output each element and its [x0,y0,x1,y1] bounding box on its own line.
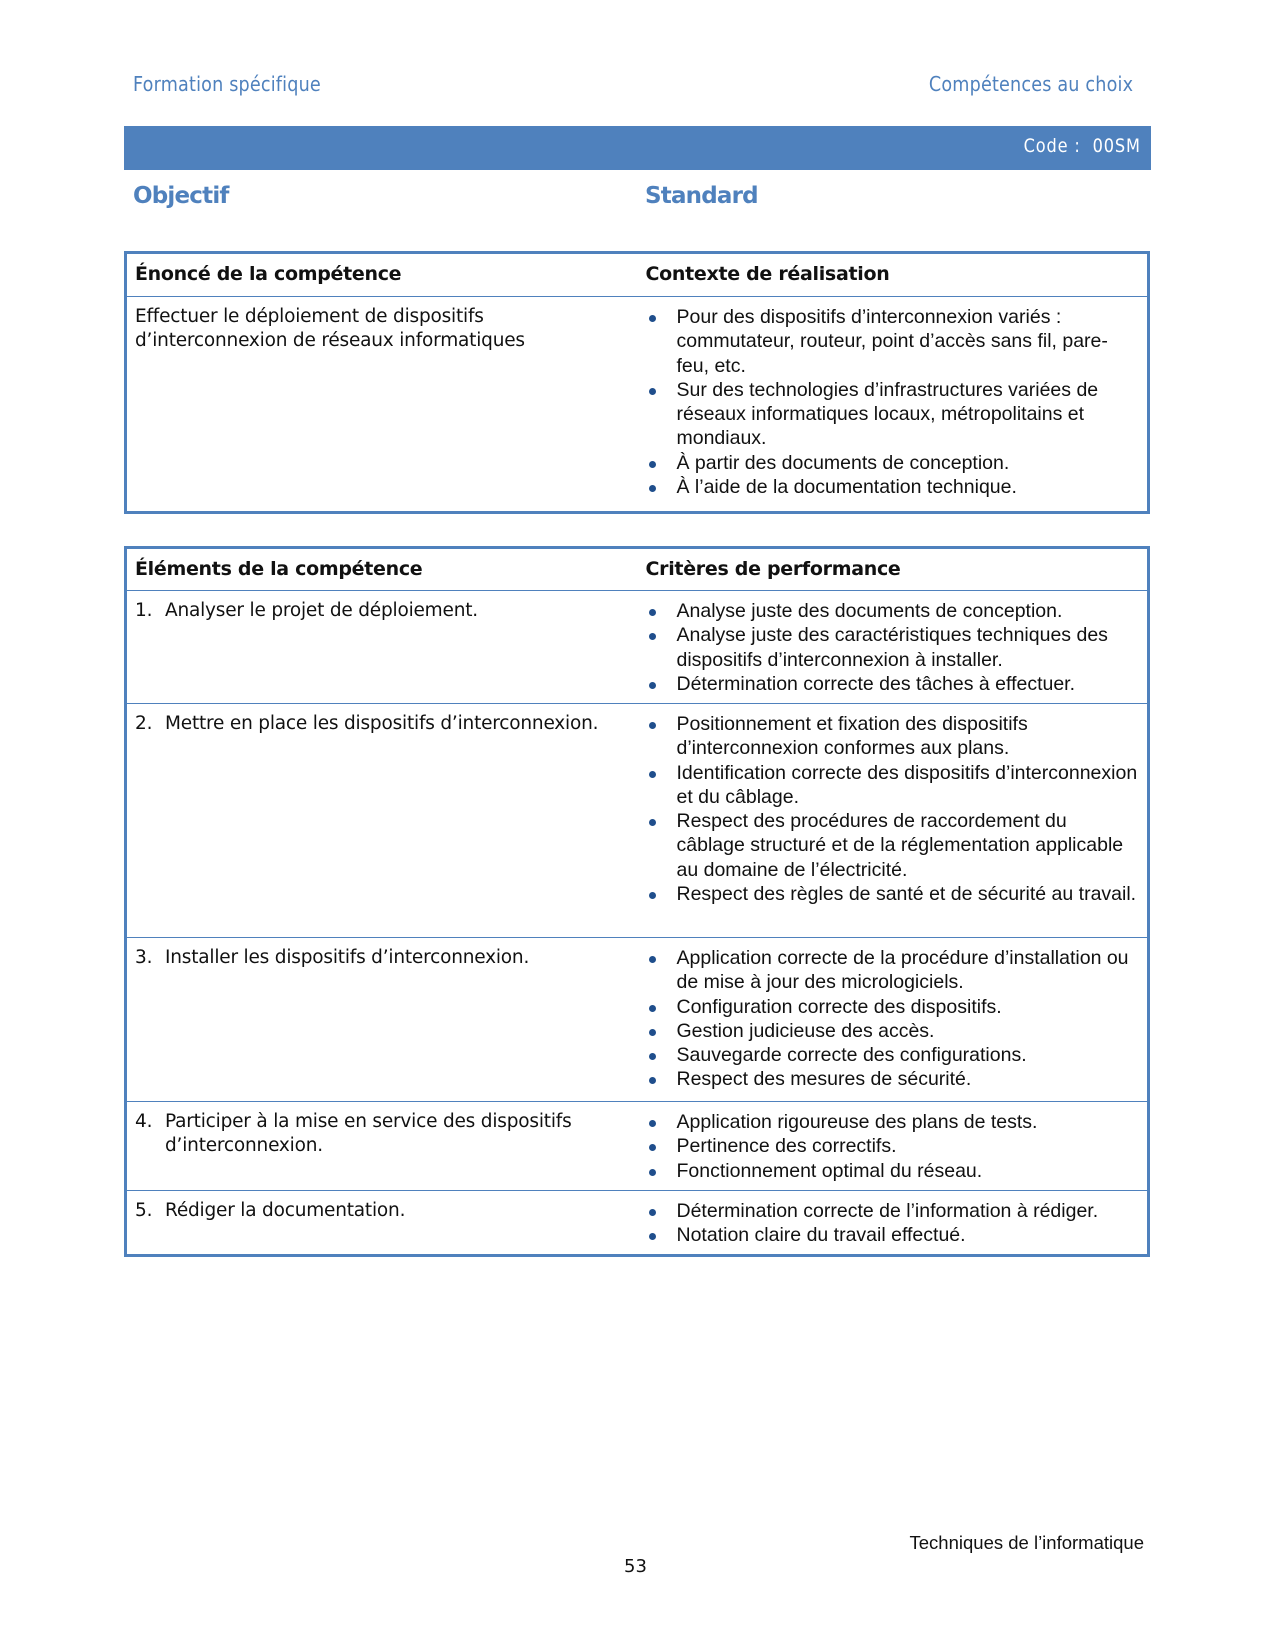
statement-header-row [126,253,1149,297]
element-text: Mettre en place les dispositifs d’interconnexion. [165,713,599,734]
footer-program-name: Techniques de l’informatique [909,1532,1144,1553]
list-item: Pertinence des correctifs. [646,1134,1140,1158]
competency-statement: Effectuer le déploiement de dispositifs d’interconnexion de réseaux informatiques [126,297,638,513]
list-item: Analyse juste des caractéristiques techniques des dispositifs d’interconnexion à installer. [646,623,1140,672]
bullet-icon [649,1233,656,1240]
element-number: 5. [135,1200,153,1221]
criteria-cell [638,1191,1149,1256]
criteria-list [646,946,1140,1092]
list-item: À partir des documents de conception. [646,451,1140,475]
list-item: Respect des mesures de sécurité. [646,1067,1140,1091]
context-list [646,305,1140,499]
criteria-list [646,1110,1140,1183]
header-program-section: Formation spécifique [133,72,321,96]
bullet-icon [649,633,656,640]
list-item: Configuration correcte des dispositifs. [646,995,1140,1019]
bullet-icon [649,722,656,729]
element-text: Participer à la mise en service des dispositifs d’interconnexion. [165,1111,572,1156]
statement-header: Énoncé de la compétence [126,253,638,297]
list-item: Application correcte de la procédure d’installation ou de mise à jour des micrologiciels. [646,946,1140,995]
table-row [126,938,1149,1102]
bullet-icon [649,1169,656,1176]
list-item: Application rigoureuse des plans de tests. [646,1110,1140,1134]
list-item: Identification correcte des dispositifs d’interconnexion et du câblage. [646,761,1140,810]
bullet-icon [649,461,656,468]
objectif-title: Objectif [133,183,229,209]
elements-table [124,546,1150,1257]
criteria-list [646,1199,1140,1248]
bullet-icon [649,956,656,963]
list-item: Positionnement et fixation des dispositifs d’interconnexion conformes aux plans. [646,712,1140,761]
criteria-cell [638,938,1149,1102]
bullet-icon [649,1144,656,1151]
criteria-list [646,712,1140,906]
standard-title: Standard [645,183,758,209]
list-item: Respect des règles de santé et de sécurité au travail. [646,882,1140,906]
bullet-icon [649,892,656,899]
code-banner [124,126,1151,170]
element-cell [126,1102,638,1191]
criteria-list [646,599,1140,696]
context-cell [638,297,1149,513]
list-item: Gestion judicieuse des accès. [646,1019,1140,1043]
code-value: 00SM [1092,135,1141,157]
element-text: Analyser le projet de déploiement. [165,600,478,621]
bullet-icon [649,1077,656,1084]
list-item: À l’aide de la documentation technique. [646,475,1140,499]
element-number: 4. [135,1111,153,1132]
list-item: Notation claire du travail effectué. [646,1223,1140,1247]
bullet-icon [649,819,656,826]
list-item: Détermination correcte de l’information à rédiger. [646,1199,1140,1223]
element-cell [126,938,638,1102]
code-label: Code : [1023,135,1081,157]
bullet-icon [649,1053,656,1060]
element-number: 3. [135,947,153,968]
elements-header: Éléments de la compétence [126,548,638,591]
table-row [126,704,1149,938]
page-number: 53 [624,1556,647,1577]
list-item: Détermination correcte des tâches à effectuer. [646,672,1140,696]
bullet-icon [649,1005,656,1012]
bullet-icon [649,485,656,492]
bullet-icon [649,771,656,778]
list-item: Respect des procédures de raccordement du câblage structuré et de la réglementation applicable au domaine de l’électricité. [646,809,1140,882]
criteria-header: Critères de performance [638,548,1149,591]
element-text: Installer les dispositifs d’interconnexion. [165,947,530,968]
bullet-icon [649,388,656,395]
elements-header-row [126,548,1149,591]
bullet-icon [649,1029,656,1036]
bullet-icon [649,315,656,322]
list-item: Pour des dispositifs d’interconnexion variés : commutateur, routeur, point d’accès sans fil, pare-feu, etc. [646,305,1140,378]
list-item: Sur des technologies d’infrastructures variées de réseaux informatiques locaux, métropolitains et mondiaux. [646,378,1140,451]
statement-body-row [126,297,1149,513]
bullet-icon [649,609,656,616]
element-number: 1. [135,600,153,621]
list-item: Fonctionnement optimal du réseau. [646,1159,1140,1183]
code-text [1024,135,1141,157]
table-row [126,591,1149,704]
header-competency-type: Compétences au choix [928,72,1133,96]
criteria-cell [638,591,1149,704]
bullet-icon [649,1209,656,1216]
bullet-icon [649,1120,656,1127]
criteria-cell [638,704,1149,938]
context-header: Contexte de réalisation [638,253,1149,297]
list-item: Sauvegarde correcte des configurations. [646,1043,1140,1067]
table-row [126,1102,1149,1191]
element-cell [126,591,638,704]
list-item: Analyse juste des documents de conception. [646,599,1140,623]
bullet-icon [649,682,656,689]
element-cell [126,704,638,938]
criteria-cell [638,1102,1149,1191]
element-number: 2. [135,713,153,734]
table-row [126,1191,1149,1256]
element-text: Rédiger la documentation. [165,1200,406,1221]
element-cell [126,1191,638,1256]
statement-table [124,251,1150,514]
